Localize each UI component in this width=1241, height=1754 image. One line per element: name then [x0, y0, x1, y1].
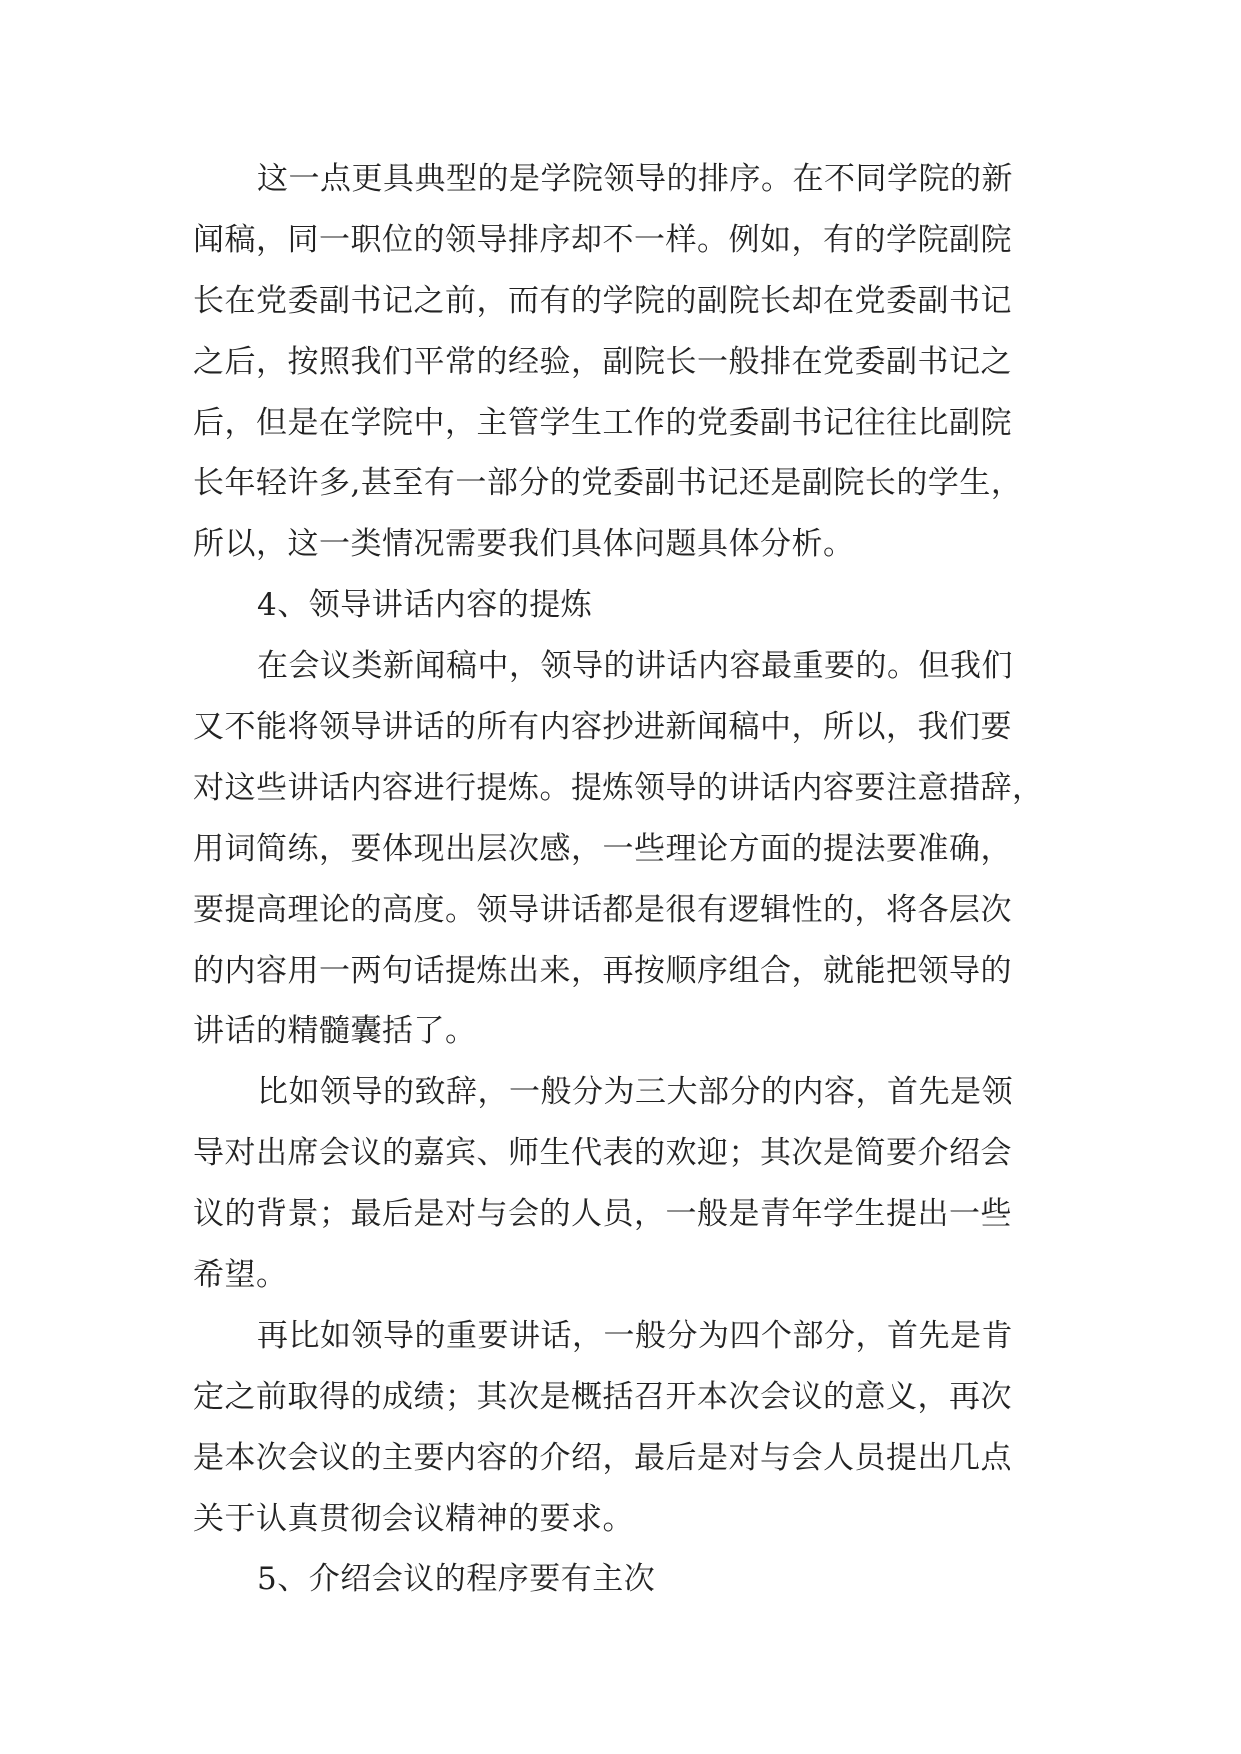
text-line: 关于认真贯彻会议精神的要求。 — [193, 1500, 634, 1537]
text-line: 讲话的精髓囊括了。 — [193, 1013, 477, 1050]
text-line: 比如领导的致辞，一般分为三大部分的内容，首先是领 — [257, 1074, 1013, 1111]
text-line: 在会议类新闻稿中，领导的讲话内容最重要的。但我们 — [257, 648, 1013, 685]
text-line: 希望。 — [193, 1257, 288, 1294]
text-line: 定之前取得的成绩；其次是概括召开本次会议的意义，再次 — [193, 1378, 1012, 1415]
text-line: 所以，这一类情况需要我们具体问题具体分析。 — [193, 526, 855, 563]
section-heading: 5、介绍会议的程序要有主次 — [257, 1561, 656, 1598]
text-line: 之后，按照我们平常的经验，副院长一般排在党委副书记之 — [193, 343, 1012, 380]
text-line: 的内容用一两句话提炼出来，再按顺序组合，就能把领导的 — [193, 952, 1012, 989]
text-line: 后，但是在学院中，主管学生工作的党委副书记往往比副院 — [193, 404, 1012, 441]
text-line: 长在党委副书记之前，而有的学院的副院长却在党委副书记 — [193, 282, 1012, 319]
text-line: 议的背景；最后是对与会的人员，一般是青年学生提出一些 — [193, 1196, 1012, 1233]
text-line: 是本次会议的主要内容的介绍，最后是对与会人员提出几点 — [193, 1439, 1012, 1476]
body-text — [193, 160, 1063, 1621]
text-line: 再比如领导的重要讲话，一般分为四个部分，首先是肯 — [257, 1317, 1013, 1354]
text-line: 闻稿，同一职位的领导排序却不一样。例如，有的学院副院 — [193, 221, 1012, 258]
text-line: 对这些讲话内容进行提炼。提炼领导的讲话内容要注意措辞， — [193, 769, 1044, 806]
text-line: 又不能将领导讲话的所有内容抄进新闻稿中，所以，我们要 — [193, 709, 1012, 746]
text-line: 长年轻许多,甚至有一部分的党委副书记还是副院长的学生， — [193, 465, 1023, 502]
text-line: 用词简练，要体现出层次感，一些理论方面的提法要准确， — [193, 830, 1012, 867]
section-heading: 4、领导讲话内容的提炼 — [257, 587, 593, 624]
text-line: 这一点更具典型的是学院领导的排序。在不同学院的新 — [257, 161, 1013, 197]
text-line: 导对出席会议的嘉宾、师生代表的欢迎；其次是简要介绍会 — [193, 1135, 1012, 1172]
text-line: 要提高理论的高度。领导讲话都是很有逻辑性的，将各层次 — [193, 891, 1012, 928]
